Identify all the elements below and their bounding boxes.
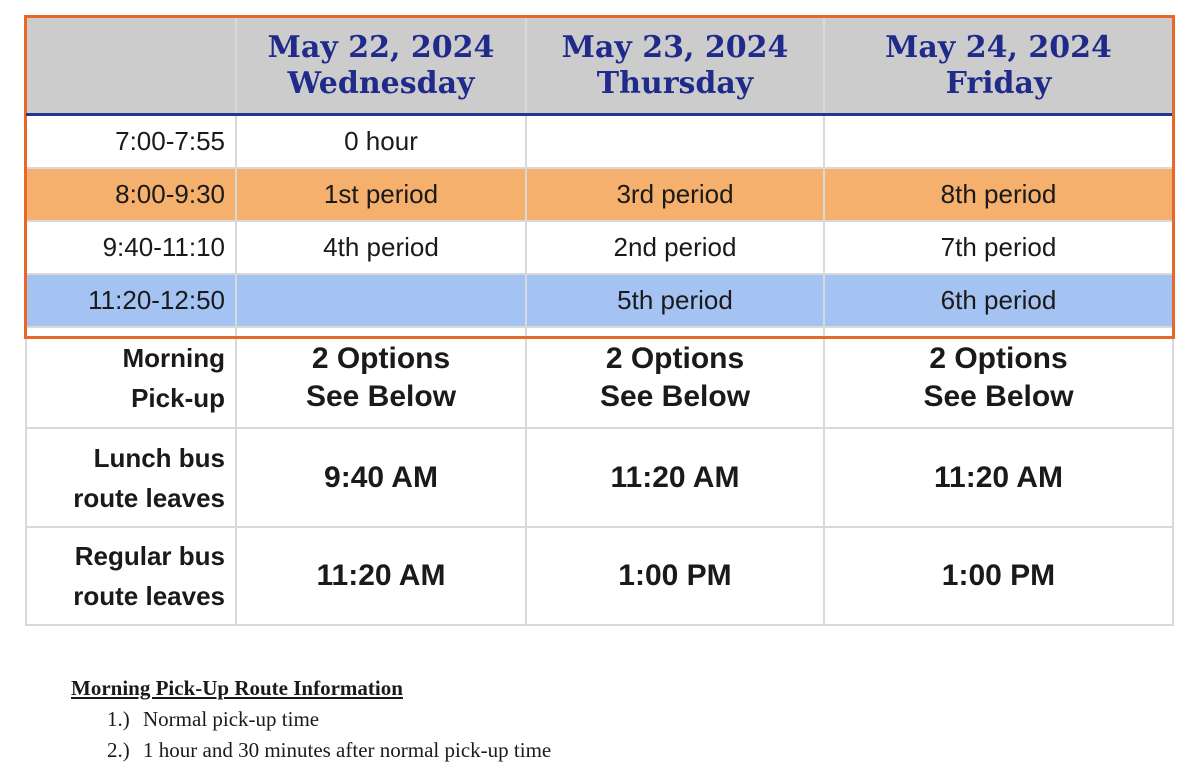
value-line: See Below: [305, 379, 457, 413]
list-text: 1 hour and 30 minutes after normal pick-up time: [143, 738, 552, 762]
header-row: [26, 17, 1173, 115]
bus-cell: [526, 327, 824, 428]
header-weekday: Thursday: [596, 66, 754, 101]
lunch-bus-row: [26, 428, 1173, 527]
header-date: May 23, 2024: [561, 30, 789, 65]
schedule-table: [25, 16, 1174, 626]
label-line: Pick-up: [131, 382, 225, 413]
label-line: route leaves: [73, 482, 225, 513]
time-cell: 8:00-9:30: [26, 168, 236, 221]
value-line: See Below: [923, 379, 1074, 413]
period-row: [26, 168, 1173, 221]
period-cell: 1st period: [236, 168, 526, 221]
pickup-info: [71, 676, 551, 769]
header-day-3: [824, 17, 1173, 115]
row-label: [26, 327, 236, 428]
regular-bus-row: [26, 527, 1173, 625]
value-line: 2 Options: [929, 341, 1068, 375]
header-weekday: Wednesday: [287, 66, 475, 101]
period-cell: 2nd period: [526, 221, 824, 274]
header-corner: [26, 17, 236, 115]
bus-cell: 1:00 PM: [824, 527, 1173, 625]
value-line: 2 Options: [311, 341, 451, 375]
row-label: [26, 428, 236, 527]
time-cell: 11:20-12:50: [26, 274, 236, 327]
time-cell: 9:40-11:10: [26, 221, 236, 274]
time-cell: 7:00-7:55: [26, 115, 236, 168]
label-line: Lunch bus: [93, 442, 225, 473]
bus-cell: 1:00 PM: [526, 527, 824, 625]
bus-cell: 11:20 AM: [824, 428, 1173, 527]
period-row: [26, 274, 1173, 327]
header-weekday: Friday: [945, 66, 1052, 101]
header-date: May 24, 2024: [885, 30, 1112, 65]
label-line: route leaves: [73, 581, 225, 611]
value-line: 2 Options: [605, 341, 745, 375]
value-line: See Below: [599, 379, 751, 413]
list-item: [107, 707, 551, 732]
bus-cell: [236, 327, 526, 428]
header-day-2: [526, 17, 824, 115]
pickup-info-list: [71, 707, 551, 763]
header-day-1: [236, 17, 526, 115]
list-text: Normal pick-up time: [143, 707, 320, 731]
header-date: May 22, 2024: [267, 30, 495, 65]
period-cell: 8th period: [824, 168, 1173, 221]
bus-cell: 11:20 AM: [526, 428, 824, 527]
period-cell: 4th period: [236, 221, 526, 274]
period-cell: 3rd period: [526, 168, 824, 221]
bus-cell: [824, 327, 1173, 428]
label-line: Regular bus: [74, 541, 225, 571]
period-cell: [526, 115, 824, 168]
row-label: [26, 527, 236, 625]
period-cell: 0 hour: [236, 115, 526, 168]
list-number: 2.): [107, 738, 130, 762]
header-divider: [26, 113, 1172, 116]
period-cell: [824, 115, 1173, 168]
period-cell: [236, 274, 526, 327]
bus-cell: 11:20 AM: [236, 527, 526, 625]
label-line: Morning: [122, 342, 225, 373]
morning-pickup-row: [26, 327, 1173, 428]
bus-cell: 9:40 AM: [236, 428, 526, 527]
period-cell: 7th period: [824, 221, 1173, 274]
period-cell: 5th period: [526, 274, 824, 327]
list-number: 1.): [107, 707, 130, 731]
pickup-info-title: Morning Pick-Up Route Information: [71, 676, 403, 700]
period-cell: 6th period: [824, 274, 1173, 327]
period-row: [26, 221, 1173, 274]
period-row: [26, 115, 1173, 168]
list-item: [107, 738, 551, 763]
